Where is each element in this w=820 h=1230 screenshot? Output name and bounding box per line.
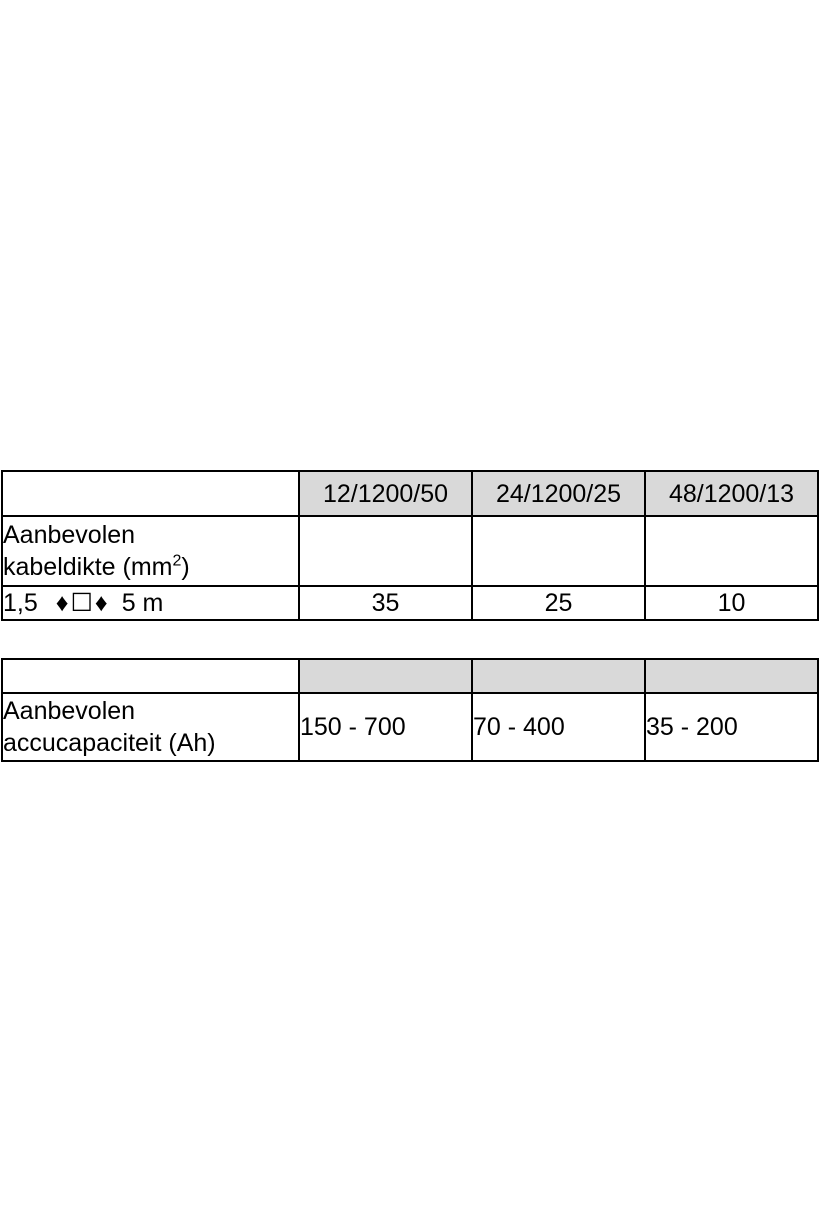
unit-superscript: 2 xyxy=(172,552,182,570)
cable-label-text: kabeldikte (mm xyxy=(3,553,173,581)
battery-capacity-label xyxy=(2,693,299,761)
cable-label-line2 xyxy=(3,551,298,583)
cable-length-prefix: 1,5 xyxy=(3,589,38,617)
header-empty-cell xyxy=(2,471,299,516)
cable-label-line1: Aanbevolen xyxy=(3,521,136,549)
header-cell xyxy=(472,659,645,693)
table-header-row xyxy=(2,659,818,693)
cable-value-48v: 10 xyxy=(645,586,818,620)
cable-label-close: ) xyxy=(181,553,190,581)
cable-value-24v: 25 xyxy=(472,586,645,620)
header-cell xyxy=(299,659,472,693)
battery-value-24v: 70 - 400 xyxy=(472,693,645,761)
empty-cell xyxy=(299,516,472,586)
cable-thickness-table xyxy=(1,470,819,621)
battery-capacity-table xyxy=(1,658,819,762)
table-row xyxy=(2,516,818,586)
empty-cell xyxy=(645,516,818,586)
cable-value-12v: 35 xyxy=(299,586,472,620)
table-row xyxy=(2,693,818,761)
battery-value-12v: 150 - 700 xyxy=(299,693,472,761)
cable-thickness-label xyxy=(2,516,299,586)
header-model-48v: 48/1200/13 xyxy=(645,471,818,516)
header-model-24v: 24/1200/25 xyxy=(472,471,645,516)
battery-label-text: Aanbevolen accucapaciteit (Ah) xyxy=(3,697,216,757)
header-cell xyxy=(645,659,818,693)
diamond-box-icon: ♦☐♦ xyxy=(55,589,110,617)
battery-value-48v: 35 - 200 xyxy=(645,693,818,761)
table-row xyxy=(2,586,818,620)
cable-length-suffix: 5 m xyxy=(121,589,164,617)
cable-length-label xyxy=(2,586,299,620)
header-model-12v: 12/1200/50 xyxy=(299,471,472,516)
header-empty-cell xyxy=(2,659,299,693)
table-header-row xyxy=(2,471,818,516)
empty-cell xyxy=(472,516,645,586)
